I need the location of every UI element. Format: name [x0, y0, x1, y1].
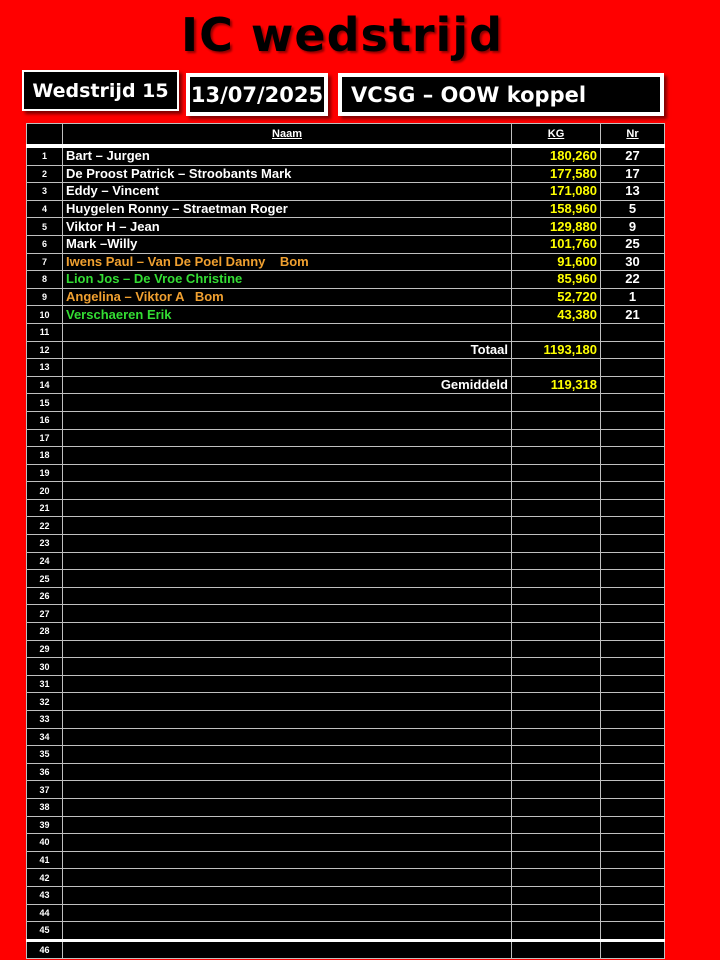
row-nr — [601, 482, 665, 500]
row-nr — [601, 411, 665, 429]
row-index: 28 — [27, 623, 63, 641]
row-index: 46 — [27, 940, 63, 959]
club-text: VCSG – OOW koppel — [342, 77, 660, 112]
row-kg — [512, 640, 601, 658]
row-name — [63, 869, 512, 887]
table-row — [27, 552, 665, 570]
row-nr — [601, 675, 665, 693]
row-index: 37 — [27, 781, 63, 799]
row-index: 30 — [27, 658, 63, 676]
row-kg: 43,380 — [512, 306, 601, 324]
row-kg — [512, 781, 601, 799]
row-index: 8 — [27, 271, 63, 289]
table-row — [27, 359, 665, 377]
row-nr: 9 — [601, 218, 665, 236]
row-name — [63, 675, 512, 693]
row-index: 41 — [27, 851, 63, 869]
row-index: 10 — [27, 306, 63, 324]
row-index: 5 — [27, 218, 63, 236]
row-name — [63, 411, 512, 429]
table-row — [27, 570, 665, 588]
row-nr — [601, 447, 665, 465]
row-index: 22 — [27, 517, 63, 535]
row-nr — [601, 922, 665, 941]
row-index: 3 — [27, 183, 63, 201]
row-name — [63, 464, 512, 482]
row-index: 4 — [27, 200, 63, 218]
row-kg — [512, 746, 601, 764]
row-nr — [601, 623, 665, 641]
row-index: 25 — [27, 570, 63, 588]
row-index: 6 — [27, 235, 63, 253]
row-index: 36 — [27, 763, 63, 781]
row-nr — [601, 535, 665, 553]
row-index: 11 — [27, 323, 63, 341]
row-kg — [512, 886, 601, 904]
row-kg — [512, 605, 601, 623]
table-row — [27, 605, 665, 623]
row-kg — [512, 869, 601, 887]
row-kg — [512, 922, 601, 941]
row-kg: 129,880 — [512, 218, 601, 236]
row-index: 1 — [27, 146, 63, 165]
row-nr — [601, 940, 665, 959]
row-name — [63, 746, 512, 764]
row-nr — [601, 851, 665, 869]
row-name — [63, 587, 512, 605]
row-name — [63, 447, 512, 465]
row-name: Mark –Willy — [63, 235, 512, 253]
row-nr — [601, 834, 665, 852]
row-nr: 27 — [601, 146, 665, 165]
row-name — [63, 816, 512, 834]
row-nr — [601, 429, 665, 447]
row-name — [63, 359, 512, 377]
totaal-label: Totaal — [63, 341, 512, 359]
row-name — [63, 323, 512, 341]
row-name — [63, 394, 512, 412]
row-index: 38 — [27, 798, 63, 816]
table-row — [27, 253, 665, 271]
row-name — [63, 693, 512, 711]
row-index: 39 — [27, 816, 63, 834]
row-name — [63, 640, 512, 658]
row-index: 43 — [27, 886, 63, 904]
row-kg: 91,600 — [512, 253, 601, 271]
row-nr — [601, 587, 665, 605]
row-kg — [512, 798, 601, 816]
row-kg — [512, 499, 601, 517]
table-body — [27, 146, 665, 959]
row-nr: 25 — [601, 235, 665, 253]
row-index: 24 — [27, 552, 63, 570]
row-kg — [512, 940, 601, 959]
row-index: 33 — [27, 711, 63, 729]
row-nr — [601, 499, 665, 517]
row-kg — [512, 763, 601, 781]
kg-header: KG — [512, 124, 601, 147]
row-nr — [601, 904, 665, 922]
row-name: Iwens Paul – Van De Poel Danny Bom — [63, 253, 512, 271]
table-row — [27, 341, 665, 359]
row-index: 40 — [27, 834, 63, 852]
table-row — [27, 288, 665, 306]
row-name — [63, 904, 512, 922]
row-kg — [512, 851, 601, 869]
row-name: Viktor H – Jean — [63, 218, 512, 236]
row-name — [63, 711, 512, 729]
table-row — [27, 746, 665, 764]
table-row — [27, 623, 665, 641]
row-kg — [512, 323, 601, 341]
row-kg — [512, 623, 601, 641]
row-nr: 1 — [601, 288, 665, 306]
row-kg: 85,960 — [512, 271, 601, 289]
row-name: Lion Jos – De Vroe Christine — [63, 271, 512, 289]
row-index: 35 — [27, 746, 63, 764]
table-row — [27, 535, 665, 553]
row-kg — [512, 464, 601, 482]
naam-header: Naam — [63, 124, 512, 147]
row-name — [63, 499, 512, 517]
row-kg — [512, 570, 601, 588]
table-row — [27, 429, 665, 447]
row-name — [63, 552, 512, 570]
gemiddeld-value: 119,318 — [512, 376, 601, 394]
table-row — [27, 146, 665, 165]
club-box — [338, 73, 664, 116]
row-name — [63, 851, 512, 869]
table-row — [27, 464, 665, 482]
row-nr: 5 — [601, 200, 665, 218]
table-row — [27, 940, 665, 959]
row-index: 15 — [27, 394, 63, 412]
row-nr — [601, 869, 665, 887]
row-name — [63, 517, 512, 535]
row-index: 34 — [27, 728, 63, 746]
row-kg — [512, 693, 601, 711]
table-row — [27, 183, 665, 201]
row-nr — [601, 341, 665, 359]
row-kg — [512, 904, 601, 922]
date-box — [186, 73, 328, 116]
row-kg — [512, 535, 601, 553]
row-name — [63, 535, 512, 553]
table-row — [27, 376, 665, 394]
table-row — [27, 640, 665, 658]
row-index: 42 — [27, 869, 63, 887]
table-row — [27, 851, 665, 869]
table-row — [27, 323, 665, 341]
index-header — [27, 124, 63, 147]
table-row — [27, 499, 665, 517]
table-row — [27, 235, 665, 253]
table-row — [27, 675, 665, 693]
row-kg — [512, 411, 601, 429]
row-name — [63, 940, 512, 959]
row-nr — [601, 570, 665, 588]
table-row — [27, 798, 665, 816]
row-name: Verschaeren Erik — [63, 306, 512, 324]
page-title: IC wedstrijd — [180, 8, 504, 62]
row-nr — [601, 658, 665, 676]
row-index: 44 — [27, 904, 63, 922]
row-nr — [601, 552, 665, 570]
row-kg: 158,960 — [512, 200, 601, 218]
row-nr — [601, 781, 665, 799]
row-name — [63, 922, 512, 941]
row-index: 32 — [27, 693, 63, 711]
row-nr — [601, 605, 665, 623]
table-row — [27, 834, 665, 852]
row-index: 20 — [27, 482, 63, 500]
row-nr — [601, 640, 665, 658]
row-index: 12 — [27, 341, 63, 359]
row-name: Angelina – Viktor A Bom — [63, 288, 512, 306]
table-header-row — [27, 124, 665, 147]
row-name: Bart – Jurgen — [63, 146, 512, 165]
table-row — [27, 922, 665, 941]
table-row — [27, 218, 665, 236]
table-row — [27, 904, 665, 922]
table-row — [27, 271, 665, 289]
row-name — [63, 605, 512, 623]
row-kg — [512, 394, 601, 412]
row-kg — [512, 517, 601, 535]
gemiddeld-label: Gemiddeld — [63, 376, 512, 394]
row-nr: 21 — [601, 306, 665, 324]
row-nr — [601, 763, 665, 781]
row-kg — [512, 552, 601, 570]
table-row — [27, 763, 665, 781]
table-row — [27, 165, 665, 183]
row-nr: 17 — [601, 165, 665, 183]
table-row — [27, 728, 665, 746]
row-kg — [512, 728, 601, 746]
row-nr — [601, 394, 665, 412]
row-index: 19 — [27, 464, 63, 482]
row-kg — [512, 587, 601, 605]
row-nr — [601, 816, 665, 834]
row-kg — [512, 675, 601, 693]
row-name — [63, 886, 512, 904]
table-row — [27, 411, 665, 429]
row-index: 29 — [27, 640, 63, 658]
nr-header: Nr — [601, 124, 665, 147]
row-index: 27 — [27, 605, 63, 623]
table-row — [27, 517, 665, 535]
row-index: 23 — [27, 535, 63, 553]
row-name — [63, 834, 512, 852]
row-kg: 171,080 — [512, 183, 601, 201]
row-nr — [601, 798, 665, 816]
row-nr — [601, 728, 665, 746]
row-index: 26 — [27, 587, 63, 605]
totaal-value: 1193,180 — [512, 341, 601, 359]
row-kg: 180,260 — [512, 146, 601, 165]
row-kg — [512, 359, 601, 377]
table-row — [27, 781, 665, 799]
results-table — [26, 123, 665, 959]
row-index: 2 — [27, 165, 63, 183]
row-nr — [601, 376, 665, 394]
row-nr — [601, 886, 665, 904]
row-index: 13 — [27, 359, 63, 377]
row-name — [63, 728, 512, 746]
table-row — [27, 482, 665, 500]
table-row — [27, 886, 665, 904]
row-name — [63, 570, 512, 588]
row-kg — [512, 711, 601, 729]
row-index: 18 — [27, 447, 63, 465]
row-name — [63, 482, 512, 500]
date-text: 13/07/2025 — [190, 77, 324, 112]
row-kg — [512, 816, 601, 834]
row-kg: 177,580 — [512, 165, 601, 183]
wedstrijd-box: Wedstrijd 15 — [22, 70, 179, 111]
row-nr — [601, 517, 665, 535]
row-kg: 101,760 — [512, 235, 601, 253]
row-kg — [512, 447, 601, 465]
row-name: Huygelen Ronny – Straetman Roger — [63, 200, 512, 218]
row-index: 17 — [27, 429, 63, 447]
row-nr: 13 — [601, 183, 665, 201]
row-name — [63, 781, 512, 799]
row-kg — [512, 429, 601, 447]
row-kg — [512, 834, 601, 852]
row-index: 7 — [27, 253, 63, 271]
table-row — [27, 816, 665, 834]
table-row — [27, 869, 665, 887]
table-row — [27, 200, 665, 218]
row-name — [63, 763, 512, 781]
table-row — [27, 693, 665, 711]
table-row — [27, 587, 665, 605]
table-row — [27, 394, 665, 412]
row-nr — [601, 746, 665, 764]
row-kg: 52,720 — [512, 288, 601, 306]
row-index: 16 — [27, 411, 63, 429]
row-nr — [601, 711, 665, 729]
table-row — [27, 711, 665, 729]
row-nr: 30 — [601, 253, 665, 271]
row-nr — [601, 464, 665, 482]
row-name: De Proost Patrick – Stroobants Mark — [63, 165, 512, 183]
table-row — [27, 658, 665, 676]
row-index: 21 — [27, 499, 63, 517]
row-nr — [601, 693, 665, 711]
row-name — [63, 798, 512, 816]
row-kg — [512, 658, 601, 676]
row-name — [63, 623, 512, 641]
row-index: 45 — [27, 922, 63, 941]
row-nr — [601, 359, 665, 377]
row-nr — [601, 323, 665, 341]
row-name — [63, 658, 512, 676]
row-index: 14 — [27, 376, 63, 394]
row-nr: 22 — [601, 271, 665, 289]
row-kg — [512, 482, 601, 500]
row-index: 9 — [27, 288, 63, 306]
row-name — [63, 429, 512, 447]
row-index: 31 — [27, 675, 63, 693]
row-name: Eddy – Vincent — [63, 183, 512, 201]
table-row — [27, 447, 665, 465]
table-row — [27, 306, 665, 324]
